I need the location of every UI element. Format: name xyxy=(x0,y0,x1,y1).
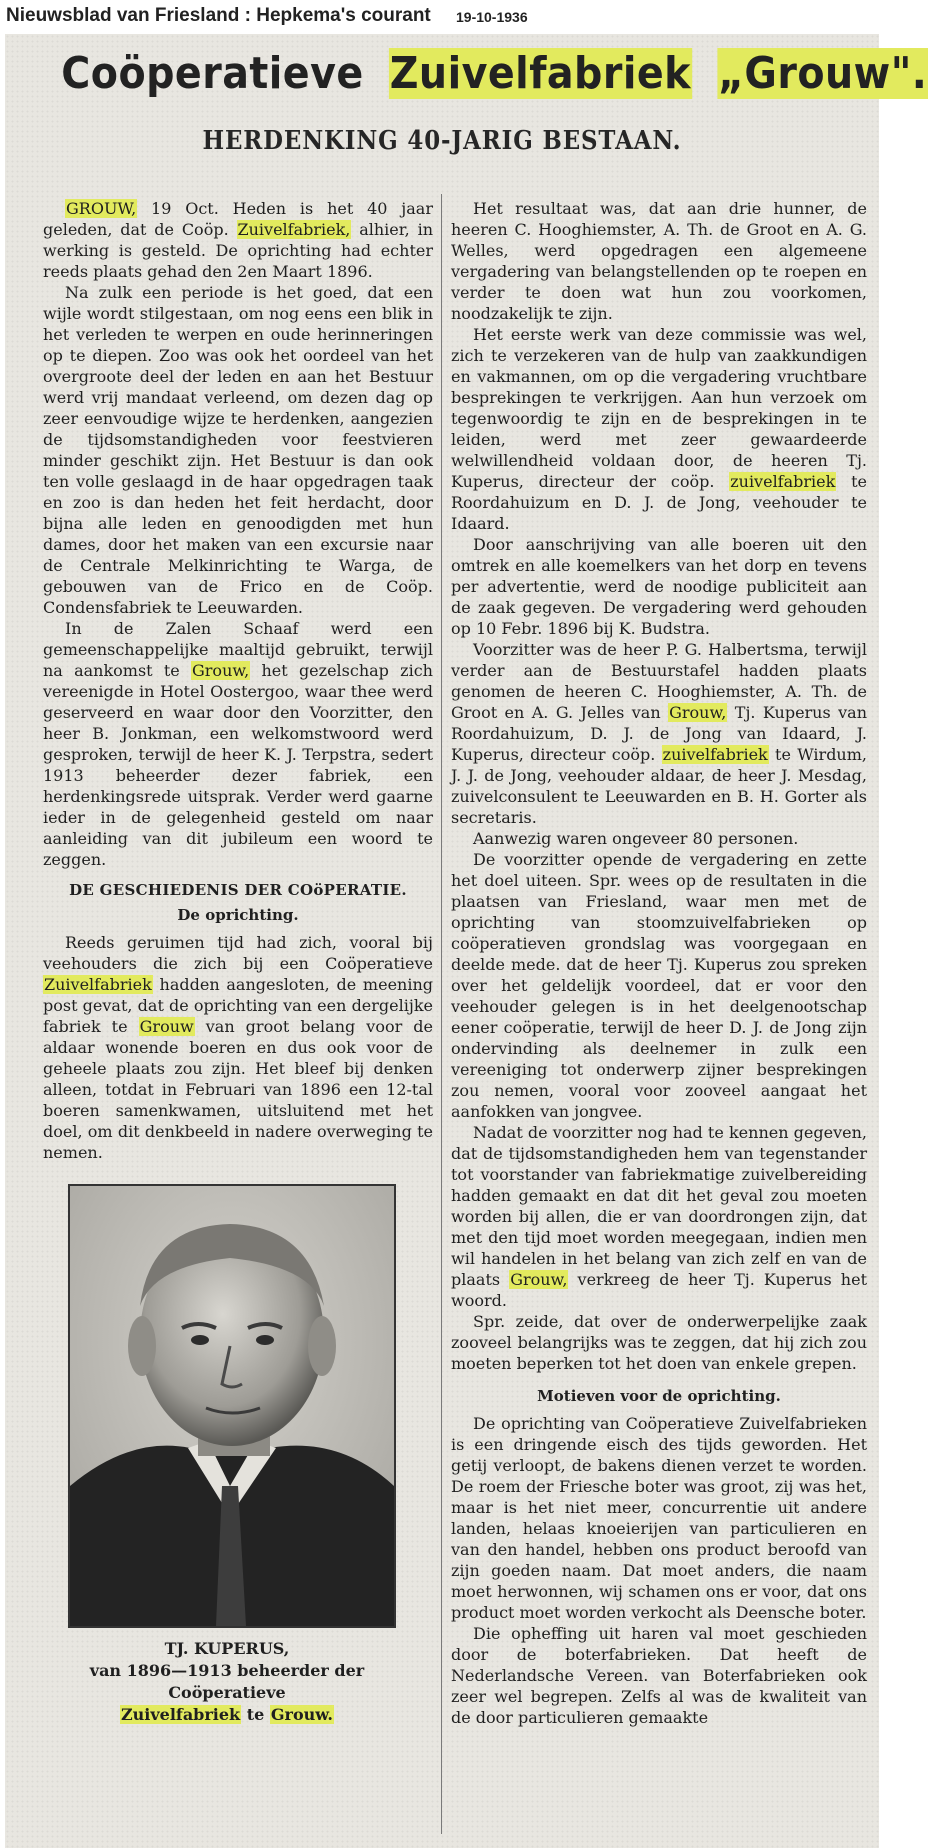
portrait-illustration xyxy=(70,1186,394,1626)
newspaper-clipping xyxy=(5,34,928,1848)
column-divider xyxy=(441,194,442,1834)
text: te Wirdum, J. J. de Jong, veehouder aldaar, de heer J. Mesdag, zuivelconsulent te Leeuwarden en B. H. Gorter als secretaris. xyxy=(451,745,867,827)
photo-caption xyxy=(35,1638,419,1726)
section-heading: DE GESCHIEDENIS DER COöPERATIE. xyxy=(69,881,407,899)
text: te xyxy=(241,1705,270,1724)
text: van groot belang voor de aldaar wonende boeren en dus ook voor de geheele plaats zou zijn. Het bleef bij denken alleen, totdat in Februari van 1896 een 12-tal boeren samenkwamen, uitsluitend met het doel, om dit denkbeeld in nadere overweging te nemen. xyxy=(43,1017,434,1162)
paragraph: De voorzitter opende de vergadering en zette het doel uiteen. Spr. wees op de resultaten in die plaatsen van Friesland, waar men met de oprichting van stoomzuivelfabrieken op coöperatieven grondslag was voorgegaan en deelde mede. dat de heer Tj. Kuperus zou spreken over het geldelijk voordeel, dat er voor den veehouder gelegen is in het deelgenootschap eener coöperatie, terwijl de heer D. J. de Jong zijn ondervinding als deelnemer in zulk een vereeniging tot onderwerp zijner besprekingen zou nemen, vooral voor zooveel aangaat het aanfokken van jongvee. xyxy=(451,850,867,1121)
highlight-grouw: Grouw, xyxy=(669,703,727,722)
article-subtitle: HERDENKING 40-JARIG BESTAAN. xyxy=(202,126,682,156)
left-column xyxy=(43,198,433,1163)
text: verkreeg de heer Tj. Kuperus het woord. xyxy=(451,1270,868,1310)
title-word-1: Coöperatieve xyxy=(61,48,364,99)
paragraph: Door aanschrijving van alle boeren uit den omtrek en alle koemelkers van het dorp en tevens per advertentie, werd de noodige publiciteit aan de zaak gegeven. De vergadering werd gehouden op 10 Febr. 1896 bij K. Budstra. xyxy=(451,535,867,638)
paragraph xyxy=(451,1122,867,1311)
text: het gezelschap zich vereenigde in Hotel Oostergoo, waar thee werd geserveerd en waar door den Voorzitter, den heer B. Jonkman, een welkomstwoord werd gesproken, terwijl de heer K. J. Terpstra, sedert 1913 beheerder dezer fabriek, een herdenkingsrede uitsprak. Verder werd gaarne ieder in de gelegenheid gesteld om naar aanleiding van dit jubileum een woord te zeggen. xyxy=(43,661,433,869)
right-column xyxy=(451,198,867,1728)
portrait-photo xyxy=(68,1184,396,1628)
publication-date: 19-10-1936 xyxy=(456,9,528,25)
highlight-grouw: Grouw xyxy=(139,1017,194,1036)
highlight-zuivelfabriek: Zuivelfabriek, xyxy=(237,220,351,239)
paragraph: Spr. zeide, dat over de onderwerpelijke zaak zooveel belangrijks was te zeggen, dat hij zich zou moeten beperken tot het doen van enkele grepen. xyxy=(451,1312,867,1373)
text: Tj. Kuperus van Roordahuizum, D. J. de Jong van Idaard, J. Kuperus, directeur coöp. xyxy=(451,703,868,764)
newspaper-name: Nieuwsblad van Friesland : Hepkema's courant xyxy=(6,5,431,26)
highlight-zuivelfabriek: Zuivelfabriek xyxy=(120,1705,241,1724)
paragraph: Die opheffing uit haren val moet geschieden door de boterfabrieken. Dat heeft de Nederlandsche Vereen. van Boterfabrieken ook zeer wel begrepen. Zelfs al was de kwaliteit van de door particulieren gemaakte xyxy=(451,1624,867,1727)
highlight-zuivelfabriek: zuivelfabriek xyxy=(730,472,836,491)
text: Het eerste werk van deze commissie was wel, zich te verzekeren van de hulp van zaakkundigen en vakmannen, om op die vergadering vruchtbare besprekingen te verkrijgen. Aan hun verzoek om tegenwoordig te zijn en de besprekingen in te leiden, werd met zeer gewaardeerde welwillendheid voldaan door, de heeren Tj. Kuperus, directeur der coöp. xyxy=(451,325,867,491)
highlight-zuivelfabriek: Zuivelfabriek xyxy=(44,975,152,994)
paragraph xyxy=(451,324,867,534)
subsection-heading: De oprichting. xyxy=(177,906,299,924)
source-header xyxy=(0,0,884,34)
highlight-grouw: Grouw, xyxy=(192,661,250,680)
text: alhier, in werking is gesteld. De oprichting had echter reeds plaats gehad den 2en Maart 1896. xyxy=(43,220,434,281)
caption-name: TJ. KUPERUS, xyxy=(164,1639,290,1658)
paragraph xyxy=(43,198,433,282)
subsection-heading: Motieven voor de oprichting. xyxy=(537,1387,781,1405)
highlight-grouw: GROUW, xyxy=(66,199,137,218)
article-title xyxy=(49,48,928,99)
paragraph: Na zulk een periode is het goed, dat een wijle wordt stilgestaan, om nog eens een blik in het verleden te werpen en oude herinneringen op te diepen. Zoo was ook het oordeel van het overgroote deel der leden en aan het Bestuur werd vrij mandaat verleend, om dezen dag op zeer eenvoudige wijze te herdenken, aangezien de tijdsomstandigheden voor feestvieren minder geschikt zijn. Het Bestuur is dan ook ten volle geslaagd in de haar opgedragen taak en zoo is dan heden het feit herdacht, door bijna alle leden en genoodigden met hun dames, door het maken van een excursie naar de Centrale Melkinrichting te Warga, de gebouwen van de Frico en de Coöp. Condensfabriek te Leeuwarden. xyxy=(43,283,433,617)
paragraph xyxy=(451,639,867,828)
paragraph: De oprichting van Coöperatieve Zuivelfabrieken is een dringende eisch des tijds geworden. Het getij verloopt, de bakens dienen verzet te worden. De roem der Friesche boter was groot, zij was het, maar is het niet meer, concurrentie uit andere landen, helaas knoeierijen van particulieren en van den handel, hebben ons product beroofd van zijn goeden naam. Dat moet anders, die naam moet herwonnen, wij schamen ons er voor, dat ons product moet worden verkocht als Deensche boter. xyxy=(451,1414,867,1622)
caption-role: van 1896—1913 beheerder der Coöperatieve xyxy=(89,1661,365,1702)
highlight-grouw: Grouw. xyxy=(270,1705,333,1724)
highlight-grouw: Grouw, xyxy=(510,1270,568,1289)
text: te Roordahuizum en D. J. de Jong, veehouder te Idaard. xyxy=(451,472,867,533)
caption-place xyxy=(35,1704,419,1726)
paragraph: Aanwezig waren ongeveer 80 personen. xyxy=(473,829,799,848)
text: Reeds geruimen tijd had zich, vooral bij veehouders die zich bij een Coöperatieve xyxy=(43,933,433,973)
text: In de Zalen Schaaf werd een gemeenschappelijke maaltijd gebruikt, terwijl na aankomst te xyxy=(43,619,433,680)
text: Nadat de voorzitter nog had te kennen gegeven, dat de tijdsomstandigheden hem van tegenstander tot voorstander van fabriekmatige zuivelbereiding hadden gemaakt en dat dit het geval zou moeten worden bij allen, die er van doordrongen zijn, dat met den tijd moet worden meegegaan, indien men wil handelen in het belang van zich zelf en van de plaats xyxy=(451,1123,867,1289)
title-word-2-highlight: Zuivelfabriek xyxy=(389,48,691,99)
text: 19 Oct. Heden is het 40 jaar geleden, dat de Coöp. xyxy=(43,199,433,239)
paragraph xyxy=(43,932,433,1163)
title-word-3-highlight: „Grouw". xyxy=(717,48,928,99)
text: Voorzitter was de heer P. G. Halbertsma, terwijl verder aan de Bestuurstafel hadden plaats genomen de heeren C. Hooghiemster, A. Th. de Groot en A. G. Jelles van xyxy=(451,640,867,722)
text: hadden aangesloten, de meening post gevat, dat de oprichting van een dergelijke fabriek te xyxy=(43,975,433,1036)
highlight-zuivelfabriek: zuivelfabriek xyxy=(662,745,768,764)
paragraph xyxy=(43,618,433,870)
paragraph: Het resultaat was, dat aan drie hunner, de heeren C. Hooghiemster, A. Th. de Groot en A. G. Welles, werd opgedragen een algemeene vergadering van belangstellenden op te roepen en verder te doen wat hun zou voorkomen, noodzakelijk te zijn. xyxy=(451,199,867,323)
